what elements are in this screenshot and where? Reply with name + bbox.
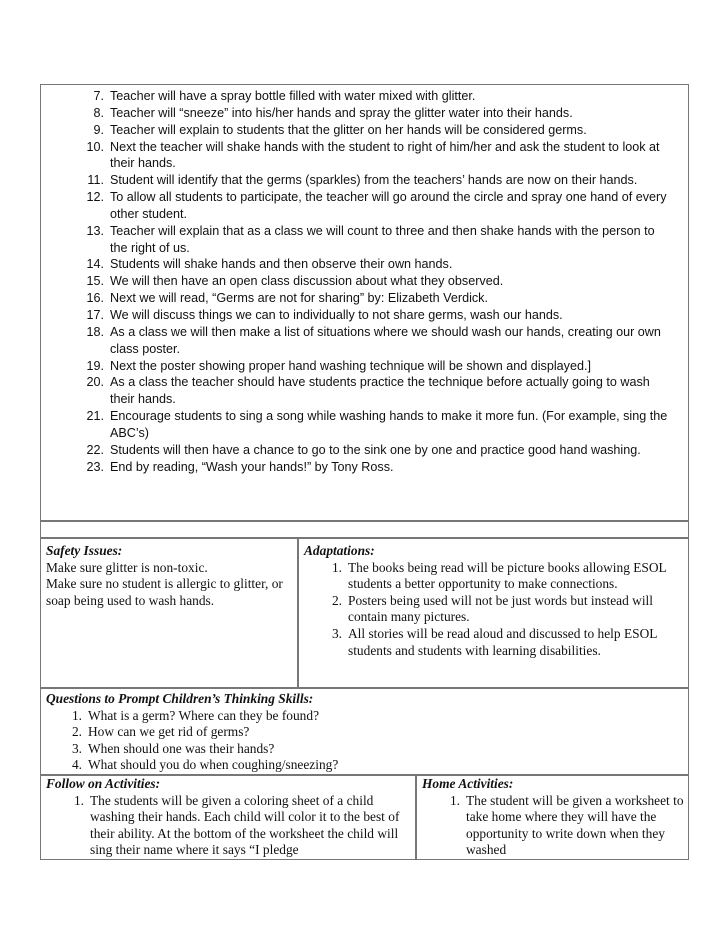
procedure-item: 8. Teacher will “sneeze” into his/her hands and spray the glitter water into their hands. (93, 105, 573, 120)
procedure-item: 23. End by reading, “Wash your hands!” by Tony Ross. (86, 459, 394, 474)
procedure-item: 18. As a class we will then make a list of situations where we should wash our hands, creating our own class poster. (86, 324, 661, 356)
follow-on-item: 1. The students will be given a coloring sheet of a child washing their hands. Each child will color it to the best of their ability. At the bottom of the worksheet the child will sing their name where it says “I pledge (73, 792, 400, 858)
procedure-item: 17. We will discuss things we can to individually to not share germs, wash our hands. (86, 307, 563, 322)
home-activities-box (415, 774, 689, 860)
adaptation-item: 3. All stories will be read aloud and discussed to help ESOL students and students with learning disabilities. (331, 625, 657, 658)
adaptations-list (304, 560, 684, 660)
procedure-item: 11. Student will identify that the germs (sparkles) from the teachers’ hands are now on their hands. (87, 173, 638, 188)
question-item: 4. What should you do when coughing/sneezing? (71, 757, 339, 773)
adaptation-item: 1. The books being read will be picture books allowing ESOL students a better opportunity to make connections. (331, 559, 667, 592)
adaptations-box (297, 538, 689, 688)
home-activities-heading: Home Activities: (422, 776, 514, 791)
adaptation-item: 2. Posters being used will not be just words but instead will contain many pictures. (331, 592, 653, 625)
safety-issues-box (40, 538, 299, 688)
safety-issue-line: Make sure no student is allergic to glitter, or soap being used to wash hands. (46, 576, 283, 608)
question-item: 2. How can we get rid of germs? (71, 724, 250, 740)
procedure-item: 7. Teacher will have a spray bottle filled with water mixed with glitter. (93, 89, 476, 103)
procedure-item: 22. Students will then have a chance to go to the sink one by one and practice good hand washing. (86, 442, 641, 457)
follow-on-list (46, 793, 412, 859)
questions-heading: Questions to Prompt Children’s Thinking Skills: (46, 691, 314, 706)
questions-box (40, 688, 689, 776)
safety-issues-heading: Safety Issues: (46, 543, 123, 558)
procedure-item: 14. Students will shake hands and then observe their own hands. (86, 257, 453, 272)
questions-list (46, 708, 682, 774)
table-divider-line (40, 520, 689, 522)
procedure-item: 20. As a class the teacher should have students practice the technique before actually going to wash their hands. (86, 375, 650, 407)
home-activity-item: 1. The student will be given a worksheet to take home where they will have the opportunity to write down when they washed (449, 792, 684, 858)
question-item: 1. What is a germ? Where can they be found? (71, 707, 320, 723)
procedure-item: 10. Next the teacher will shake hands with the student to right of him/her and ask the student to look at their hands. (86, 139, 660, 171)
safety-issue-line: Make sure glitter is non-toxic. (46, 559, 208, 575)
procedure-item: 15. We will then have an open class discussion about what they observed. (86, 274, 504, 289)
follow-on-heading: Follow on Activities: (46, 776, 161, 791)
procedure-item: 16. Next we will read, “Germs are not for sharing” by: Elizabeth Verdick. (86, 291, 488, 306)
procedure-item: 19. Next the poster showing proper hand washing technique will be shown and displayed.] (86, 358, 591, 373)
procedure-box (40, 84, 689, 538)
procedure-item: 13. Teacher will explain that as a class we will count to three and then shake hands with the person to the right of us. (86, 223, 655, 255)
procedure-item: 21. Encourage students to sing a song while washing hands to make it more fun. (For example, sing the ABC’s) (86, 409, 668, 440)
home-activities-list (422, 793, 684, 859)
procedure-item: 9. Teacher will explain to students that the glitter on her hands will be considered germs. (93, 122, 587, 137)
follow-on-activities-box (40, 774, 417, 860)
adaptations-heading: Adaptations: (304, 543, 375, 558)
question-item: 3. When should one was their hands? (71, 740, 275, 756)
procedure-item: 12. To allow all students to participate, the teacher will go around the circle and spray one hand of every other student. (86, 190, 667, 221)
procedure-list (60, 88, 674, 475)
